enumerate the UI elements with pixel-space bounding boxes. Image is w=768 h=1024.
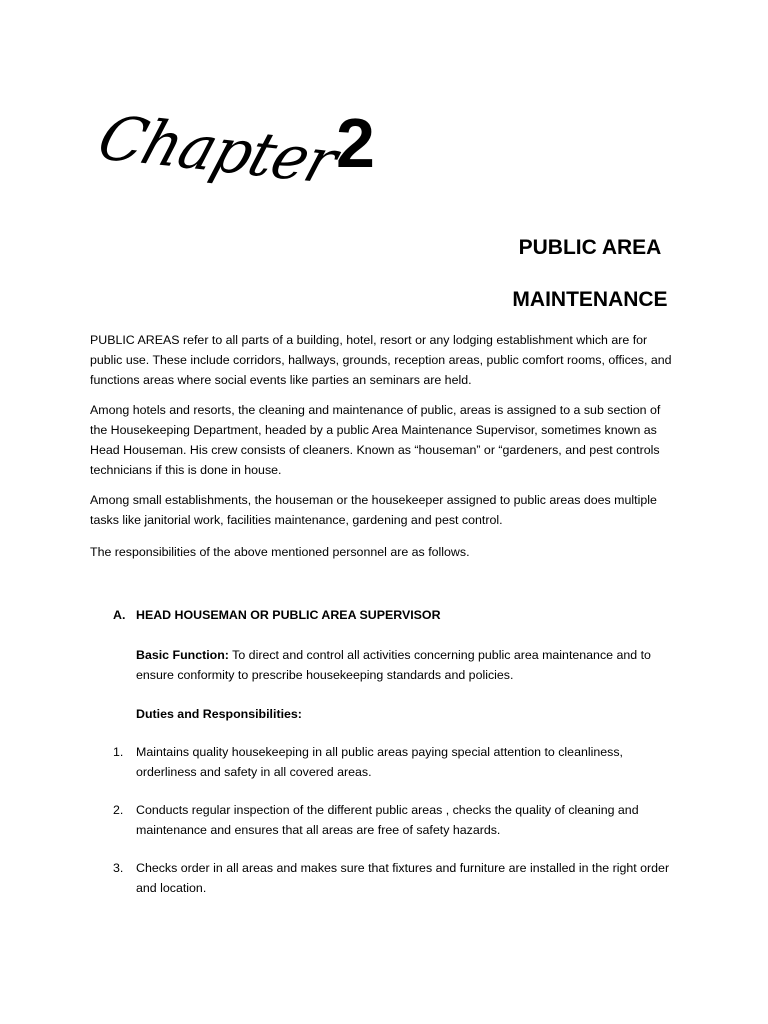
list-item-text: Maintains quality housekeeping in all public areas paying special attention to cleanliness, orderliness and safety in all covered areas. [136,745,623,779]
chapter-number: 2 [336,104,375,182]
basic-function-text: To direct and control all activities concerning public area maintenance and to ensure conformity to prescribe housekeeping standards and policies. [136,648,651,682]
chapter-heading [89,100,430,210]
list-item-number: 1. [113,745,124,759]
paragraph: PUBLIC AREAS refer to all parts of a building, hotel, resort or any lodging establishment which are for public use. These include corridors, hallways, grounds, reception areas, public comfort rooms, offices, and functions areas where social events like parties an seminars are held. [90,333,672,387]
section-heading [113,605,441,625]
basic-function-label: Basic Function: [136,648,229,662]
list-item-number: 3. [113,861,124,875]
list-item [113,800,678,840]
list-item-text: Conducts regular inspection of the different public areas , checks the quality of cleaning and maintenance and ensures that all areas are free of safety hazards. [136,803,639,837]
section-title-line-1: PUBLIC AREA [518,236,662,259]
section-title-line-2: MAINTENANCE [512,288,668,311]
paragraph: The responsibilities of the above mentioned personnel are as follows. [90,545,470,559]
list-item-number: 2. [113,803,124,817]
list-item [113,858,678,898]
list-item [113,742,678,782]
list-item-text: Checks order in all areas and makes sure that fixtures and furniture are installed in the right order and location. [136,861,670,895]
paragraph: Among small establishments, the houseman or the housekeeper assigned to public areas does multiple tasks like janitorial work, facilities maintenance, gardening and pest control. [90,493,657,527]
chapter-word: Chapter [89,103,345,198]
basic-function [136,645,676,685]
section-marker: A. [113,608,126,622]
duties-label: Duties and Responsibilities: [136,707,302,721]
paragraph: Among hotels and resorts, the cleaning and maintenance of public, areas is assigned to a sub section of the Housekeeping Department, headed by a public Area Maintenance Supervisor, sometimes known as Head Houseman. His crew consists of cleaners. Known as “houseman” or “gardeners, and pest controls technicians if this is done in house. [90,403,661,477]
section-heading-text: HEAD HOUSEMAN OR PUBLIC AREA SUPERVISOR [136,608,441,622]
